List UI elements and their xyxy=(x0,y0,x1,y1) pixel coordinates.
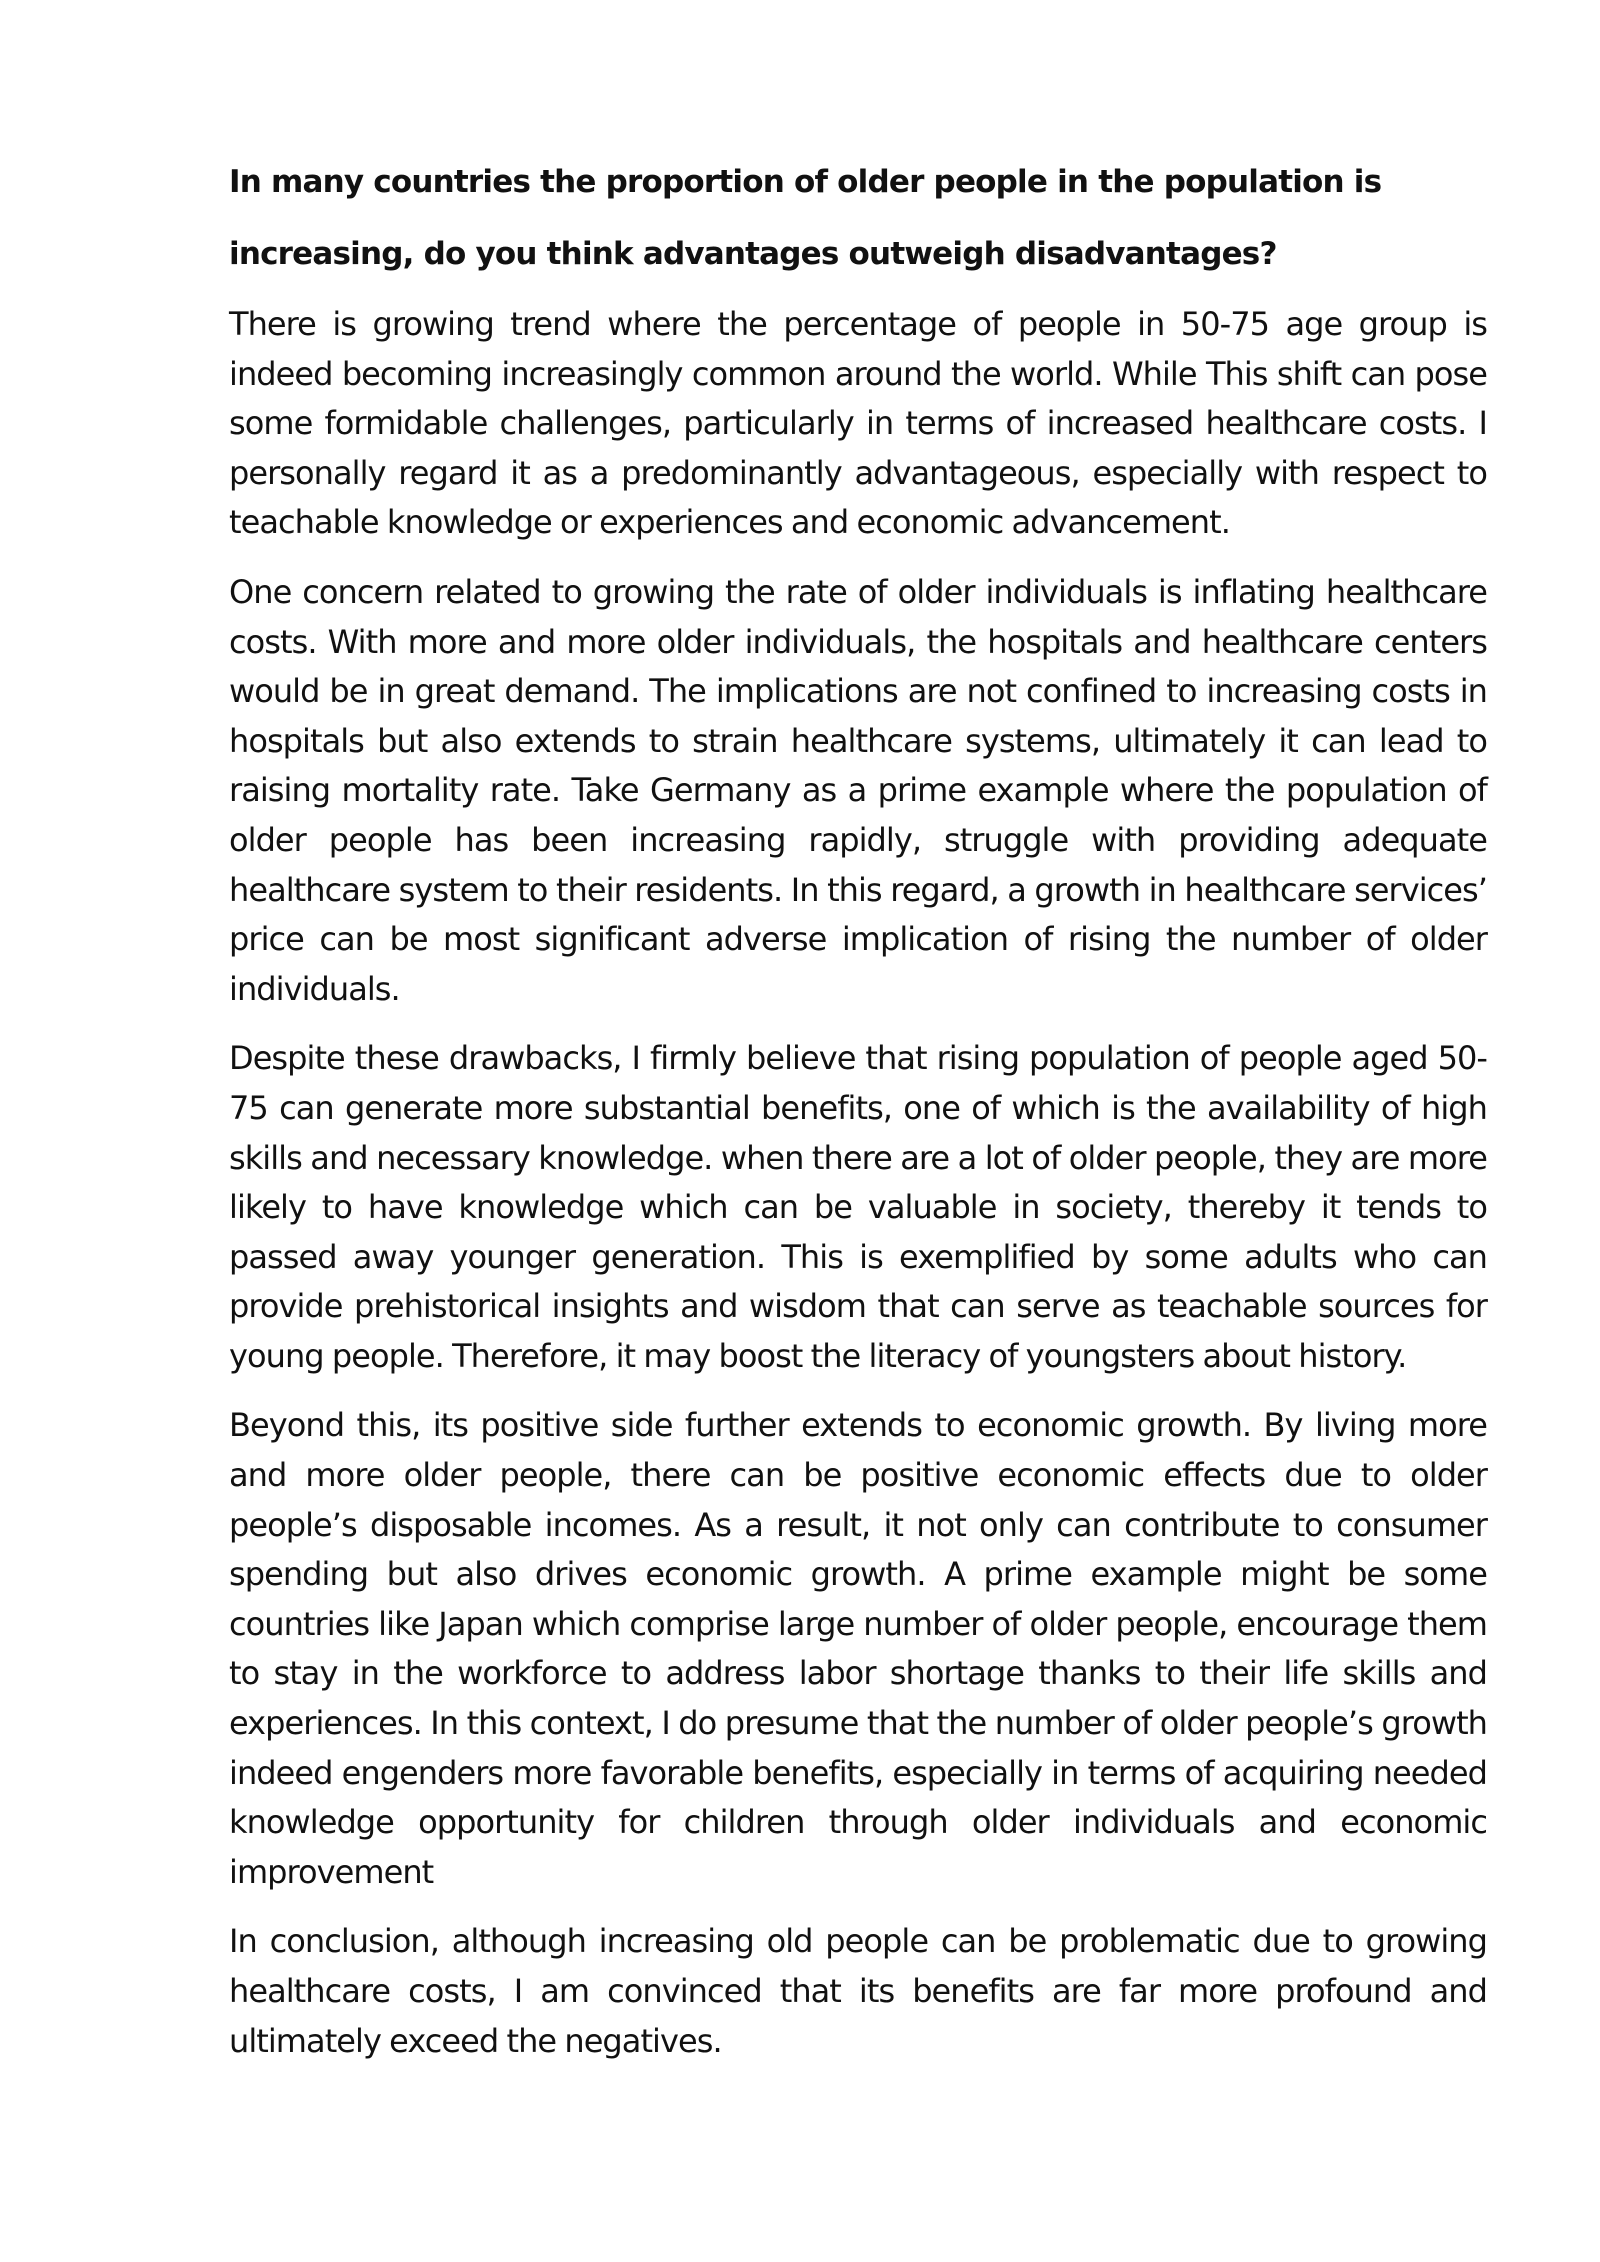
body-paragraph-knowledge: Despite these drawbacks, I firmly believe that rising population of people aged 50-75 can generate more substantial benefits, one of which is the availability of high skills and necessary knowledge. when there are a lot of older people, they are more likely to have knowledge which can be valuable in society, thereby it tends to passed away younger generation. This is exemplified by some adults who can provide prehistorical insights and wisdom that can serve as teachable sources for young people. Therefore, it may boost the literacy of youngsters about history. xyxy=(229,1039,1487,1375)
conclusion-paragraph: In conclusion, although increasing old people can be problematic due to growing healthcare costs, I am convinced that its benefits are far more profound and ultimately exceed the negatives. xyxy=(229,1922,1487,2060)
essay-question: In many countries the proportion of older people in the population is increasing, do you think advantages outweigh disadvantages? xyxy=(229,164,1382,272)
essay-body xyxy=(229,146,1487,2086)
introduction-paragraph: There is growing trend where the percentage of people in 50-75 age group is indeed becoming increasingly common around the world. While This shift can pose some formidable challenges, particularly in terms of increased healthcare costs. I personally regard it as a predominantly advantageous, especially with respect to teachable knowledge or experiences and economic advancement. xyxy=(229,305,1487,542)
body-paragraph-economy: Beyond this, its positive side further extends to economic growth. By living more and more older people, there can be positive economic effects due to older people’s disposable incomes. As a result, it not only can contribute to consumer spending but also drives economic growth. A prime example might be some countries like Japan which comprise large number of older people, encourage them to stay in the workforce to address labor shortage thanks to their life skills and experiences. In this context, I do presume that the number of older people’s growth indeed engenders more favorable benefits, especially in terms of acquiring needed knowledge opportunity for children through older individuals and economic improvement xyxy=(229,1406,1487,1891)
body-paragraph-disadvantages: One concern related to growing the rate of older individuals is inflating healthcare costs. With more and more older individuals, the hospitals and healthcare centers would be in great demand. The implications are not confined to increasing costs in hospitals but also extends to strain healthcare systems, ultimately it can lead to raising mortality rate. Take Germany as a prime example where the population of older people has been increasing rapidly, struggle with providing adequate healthcare system to their residents. In this regard, a growth in healthcare services’ price can be most significant adverse implication of rising the number of older individuals. xyxy=(229,572,1487,1008)
